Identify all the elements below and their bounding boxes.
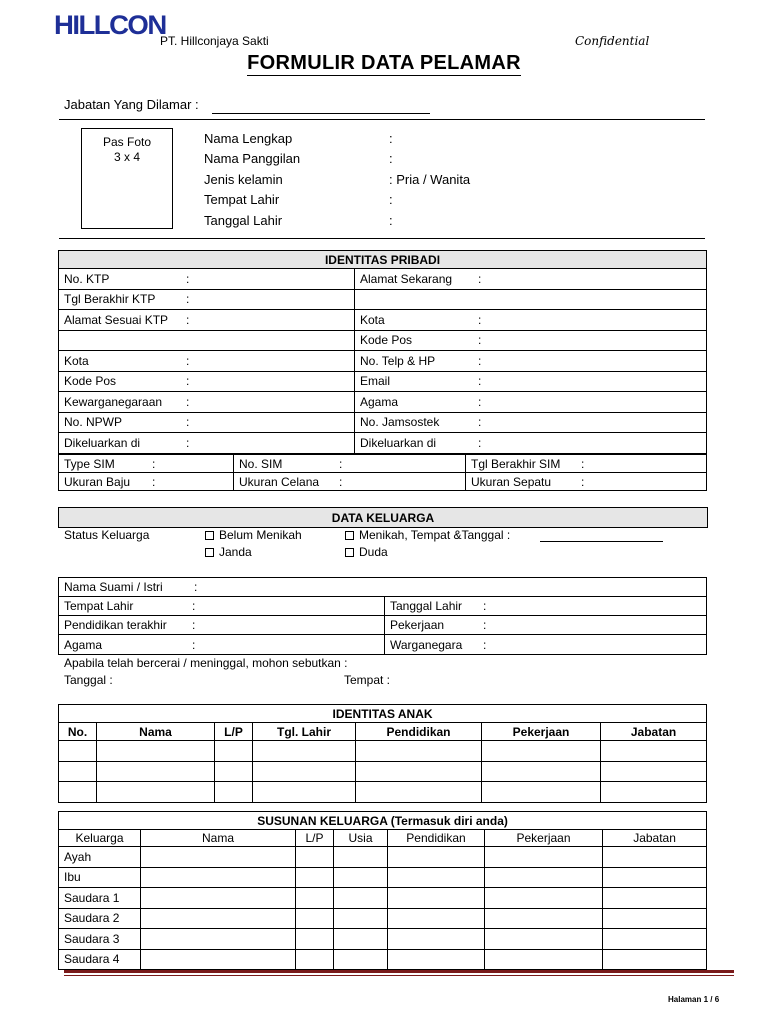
colon: : xyxy=(581,456,585,471)
colon: : xyxy=(186,292,190,307)
form-title xyxy=(0,52,768,75)
table-row xyxy=(59,289,707,310)
member-label: Saudara 2 xyxy=(59,908,141,929)
column-header: Usia xyxy=(334,830,388,847)
column-header: Pekerjaan xyxy=(485,830,603,847)
table-cell[interactable] xyxy=(334,888,388,909)
table-cell[interactable] xyxy=(485,929,603,950)
option-label: Janda xyxy=(219,545,252,559)
checkbox-icon[interactable] xyxy=(205,531,214,540)
cell-pendidikan-pasangan[interactable] xyxy=(59,616,385,635)
label: Kota xyxy=(64,353,89,368)
table-row xyxy=(59,473,707,491)
identitas-anak-table xyxy=(58,704,707,803)
label: Type SIM xyxy=(64,456,115,471)
colon: : xyxy=(581,474,585,489)
table-cell[interactable] xyxy=(215,782,253,803)
member-label: Saudara 4 xyxy=(59,949,141,970)
colon: : xyxy=(483,618,487,632)
data-keluarga-header xyxy=(58,507,708,528)
table-cell[interactable] xyxy=(334,847,388,868)
option-label: Duda xyxy=(359,545,388,559)
colon: : xyxy=(194,580,198,594)
column-header: Jabatan xyxy=(603,830,707,847)
cell-tanggal-lahir-pasangan[interactable] xyxy=(385,597,707,616)
table-row xyxy=(59,888,707,909)
checkbox-icon[interactable] xyxy=(345,531,354,540)
cell-ukuran-celana[interactable] xyxy=(234,473,466,491)
table-cell[interactable] xyxy=(485,888,603,909)
option-duda[interactable] xyxy=(345,545,388,559)
cerai-note: Apabila telah bercerai / meninggal, mohon sebutkan : xyxy=(64,656,348,670)
table-cell[interactable] xyxy=(296,888,334,909)
member-label: Ayah xyxy=(59,847,141,868)
label: Pekerjaan xyxy=(390,618,445,632)
cell-kota-ktp[interactable] xyxy=(59,351,355,372)
identitas-pribadi-table xyxy=(58,250,707,454)
option-janda[interactable] xyxy=(205,545,252,559)
cell-ukuran-sepatu[interactable] xyxy=(466,473,707,491)
colon: : xyxy=(186,353,190,368)
cell-type-sim[interactable] xyxy=(59,455,234,473)
member-label: Saudara 1 xyxy=(59,888,141,909)
keluarga-heading: DATA KELUARGA xyxy=(59,508,708,528)
table-header-row xyxy=(59,830,707,847)
colon: : xyxy=(478,415,482,430)
table-cell[interactable] xyxy=(482,782,601,803)
cell-alamat-sekarang[interactable] xyxy=(355,269,707,290)
table-cell[interactable] xyxy=(141,847,296,868)
cell-kewarganegaraan[interactable] xyxy=(59,392,355,413)
photo-size: 3 x 4 xyxy=(113,150,140,164)
table-header-row xyxy=(59,723,707,741)
table-row xyxy=(59,351,707,372)
table-cell[interactable] xyxy=(141,888,296,909)
table-cell[interactable] xyxy=(97,782,215,803)
label-tempat-lahir: Tempat Lahir xyxy=(204,192,280,207)
cell-agama-pasangan[interactable] xyxy=(59,635,385,655)
cerai-tempat[interactable]: Tempat : xyxy=(344,673,391,687)
colon: : xyxy=(152,474,156,489)
label: Ukuran Celana xyxy=(239,474,320,489)
table-cell[interactable] xyxy=(296,949,334,970)
table-cell[interactable] xyxy=(296,867,334,888)
table-cell[interactable] xyxy=(141,929,296,950)
table-cell[interactable] xyxy=(388,888,485,909)
option-belum-menikah[interactable] xyxy=(205,528,302,542)
table-cell[interactable] xyxy=(603,929,707,950)
colon: : xyxy=(152,456,156,471)
option-label: Belum Menikah xyxy=(219,528,302,542)
table-row xyxy=(59,635,707,655)
table-cell[interactable] xyxy=(334,908,388,929)
table-cell[interactable] xyxy=(485,847,603,868)
divider xyxy=(59,238,705,239)
table-row xyxy=(59,847,707,868)
table-row xyxy=(59,433,707,454)
colon: : xyxy=(339,456,343,471)
label: Kode Pos xyxy=(360,333,413,348)
table-cell[interactable] xyxy=(601,782,707,803)
label: No. NPWP xyxy=(64,415,123,430)
table-cell[interactable] xyxy=(97,741,215,762)
table-row xyxy=(59,741,707,762)
photo-box xyxy=(81,128,173,229)
anak-heading: IDENTITAS ANAK xyxy=(59,705,707,723)
cell-tempat-lahir-pasangan[interactable] xyxy=(59,597,385,616)
susunan-heading: SUSUNAN KELUARGA (Termasuk diri anda) xyxy=(59,812,707,830)
table-cell[interactable] xyxy=(253,761,356,782)
table-row xyxy=(59,616,707,635)
colon: : xyxy=(478,271,482,286)
colon: : xyxy=(192,637,196,652)
label: Agama xyxy=(360,394,399,409)
divider xyxy=(59,119,705,120)
column-header: No. xyxy=(59,723,97,741)
table-cell[interactable] xyxy=(59,782,97,803)
pasangan-table xyxy=(58,577,707,655)
table-cell[interactable] xyxy=(388,867,485,888)
label: Kode Pos xyxy=(64,374,117,389)
label-jenis-kelamin: Jenis kelamin xyxy=(204,172,283,187)
table-cell[interactable] xyxy=(296,929,334,950)
label: Alamat Sekarang xyxy=(360,271,453,286)
table-row xyxy=(59,908,707,929)
column-header: Keluarga xyxy=(59,830,141,847)
table-cell[interactable] xyxy=(59,761,97,782)
jabatan-input-line[interactable] xyxy=(212,113,430,114)
colon: : xyxy=(192,618,196,632)
column-header: Nama xyxy=(97,723,215,741)
table-row xyxy=(59,310,707,331)
label: No. Jamsostek xyxy=(360,415,440,430)
table-cell[interactable] xyxy=(59,741,97,762)
colon: : xyxy=(186,374,190,389)
cell-alamat-ktp[interactable] xyxy=(59,310,355,331)
option-label: Menikah, Tempat &Tanggal : xyxy=(359,528,511,542)
value-tempat-lahir[interactable]: : xyxy=(389,192,393,207)
label: Pendidikan terakhir xyxy=(64,618,167,632)
table-row xyxy=(59,371,707,392)
cell-npwp[interactable] xyxy=(59,412,355,433)
colon: : xyxy=(483,637,487,652)
table-cell[interactable] xyxy=(603,847,707,868)
table-cell[interactable] xyxy=(601,741,707,762)
table-cell[interactable] xyxy=(485,867,603,888)
table-row xyxy=(59,412,707,433)
table-cell[interactable] xyxy=(485,949,603,970)
label: Alamat Sesuai KTP xyxy=(64,312,169,327)
confidential-mark: Confidential xyxy=(575,34,650,48)
label-nama-lengkap: Nama Lengkap xyxy=(204,131,293,146)
cell-npwp-dikeluarkan[interactable] xyxy=(59,433,355,454)
table-cell[interactable] xyxy=(356,741,482,762)
table-cell[interactable] xyxy=(296,847,334,868)
cell-email[interactable] xyxy=(355,371,707,392)
cell-ukuran-baju[interactable] xyxy=(59,473,234,491)
table-row xyxy=(59,455,707,473)
cell-alamat-sekarang-cont[interactable] xyxy=(355,289,707,310)
table-cell[interactable] xyxy=(253,741,356,762)
checkbox-icon[interactable] xyxy=(345,548,354,557)
column-header: L/P xyxy=(215,723,253,741)
colon: : xyxy=(339,474,343,489)
label: Dikeluarkan di xyxy=(64,435,141,450)
table-row xyxy=(59,269,707,290)
table-cell[interactable] xyxy=(482,741,601,762)
column-header: Pekerjaan xyxy=(482,723,601,741)
identitas-heading: IDENTITAS PRIBADI xyxy=(59,251,707,269)
colon: : xyxy=(478,312,482,327)
table-cell[interactable] xyxy=(97,761,215,782)
table-cell[interactable] xyxy=(601,761,707,782)
label: Kota xyxy=(360,312,385,327)
label: Ukuran Sepatu xyxy=(471,474,552,489)
table-cell[interactable] xyxy=(141,949,296,970)
table-cell[interactable] xyxy=(334,929,388,950)
form-title-text: FORMULIR DATA PELAMAR xyxy=(247,52,521,74)
label: No. SIM xyxy=(239,456,283,471)
colon: : xyxy=(186,415,190,430)
table-cell[interactable] xyxy=(388,949,485,970)
company-name: PT. Hillconjaya Sakti xyxy=(160,34,269,48)
footer-rule-thin xyxy=(64,975,734,976)
cell-kodepos-ktp[interactable] xyxy=(59,371,355,392)
column-header: Tgl. Lahir xyxy=(253,723,356,741)
cell-agama[interactable] xyxy=(355,392,707,413)
member-label: Ibu xyxy=(59,867,141,888)
member-label: Saudara 3 xyxy=(59,929,141,950)
cell-jamsostek-dikeluarkan[interactable] xyxy=(355,433,707,454)
label-nama-panggilan: Nama Panggilan xyxy=(204,151,301,166)
company-logo: HILLCON xyxy=(54,10,166,40)
identitas-sim-ukuran-table xyxy=(58,454,707,491)
label: No. Telp & HP xyxy=(360,353,436,368)
table-row xyxy=(59,949,707,970)
label: Agama xyxy=(64,637,103,652)
photo-label: Pas Foto xyxy=(102,135,152,149)
cell-nama-pasangan[interactable] xyxy=(59,578,707,597)
table-row xyxy=(59,867,707,888)
table-cell[interactable] xyxy=(356,782,482,803)
cell-telp[interactable] xyxy=(355,351,707,372)
table-row xyxy=(59,330,707,351)
column-header: Jabatan xyxy=(601,723,707,741)
table-row xyxy=(59,597,707,616)
table-row xyxy=(59,782,707,803)
label: Tgl Berakhir KTP xyxy=(64,292,156,307)
cell-no-ktp[interactable] xyxy=(59,269,355,290)
table-cell[interactable] xyxy=(603,867,707,888)
table-cell[interactable] xyxy=(388,929,485,950)
colon: : xyxy=(186,271,190,286)
label: Warganegara xyxy=(390,637,463,652)
table-cell[interactable] xyxy=(603,908,707,929)
colon: : xyxy=(186,312,190,327)
label: Email xyxy=(360,374,391,389)
table-cell[interactable] xyxy=(334,867,388,888)
cell-alamat-ktp-cont[interactable] xyxy=(59,330,355,351)
table-cell[interactable] xyxy=(253,782,356,803)
status-keluarga-label: Status Keluarga xyxy=(64,528,150,542)
column-header: L/P xyxy=(296,830,334,847)
cell-kodepos-sekarang[interactable] xyxy=(355,330,707,351)
colon: : xyxy=(478,353,482,368)
table-cell[interactable] xyxy=(603,949,707,970)
value-nama-lengkap[interactable]: : xyxy=(389,131,393,146)
cell-tgl-berakhir-sim[interactable] xyxy=(466,455,707,473)
checkbox-icon[interactable] xyxy=(205,548,214,557)
table-cell[interactable] xyxy=(356,761,482,782)
footer-rule-thick xyxy=(64,970,734,973)
label: Dikeluarkan di xyxy=(360,435,437,450)
colon: : xyxy=(483,599,487,613)
table-row xyxy=(59,761,707,782)
table-cell[interactable] xyxy=(296,908,334,929)
label: Tanggal Lahir xyxy=(390,599,463,613)
colon: : xyxy=(478,374,482,389)
page-number: Halaman 1 / 6 xyxy=(668,995,720,1004)
label-tanggal-lahir: Tanggal Lahir xyxy=(204,213,283,228)
cell-warganegara-pasangan[interactable] xyxy=(385,635,707,655)
colon: : xyxy=(192,599,196,613)
label: Kewarganegaraan xyxy=(64,394,163,409)
label: Ukuran Baju xyxy=(64,474,131,489)
table-cell[interactable] xyxy=(482,761,601,782)
column-header: Nama xyxy=(141,830,296,847)
table-cell[interactable] xyxy=(141,867,296,888)
table-cell[interactable] xyxy=(215,741,253,762)
table-row xyxy=(59,929,707,950)
colon: : xyxy=(478,333,482,348)
label: Tempat Lahir xyxy=(64,599,134,613)
table-cell[interactable] xyxy=(485,908,603,929)
colon: : xyxy=(186,435,190,450)
cell-tgl-berakhir-ktp[interactable] xyxy=(59,289,355,310)
table-cell[interactable] xyxy=(141,908,296,929)
cell-pekerjaan-pasangan[interactable] xyxy=(385,616,707,635)
option-menikah[interactable] xyxy=(345,528,510,542)
colon: : xyxy=(186,394,190,409)
label: Tgl Berakhir SIM xyxy=(471,456,561,471)
jabatan-label: Jabatan Yang Dilamar : xyxy=(64,97,199,112)
column-header: Pendidikan xyxy=(356,723,482,741)
column-header: Pendidikan xyxy=(388,830,485,847)
value-nama-panggilan[interactable]: : xyxy=(389,151,393,166)
table-cell[interactable] xyxy=(388,847,485,868)
value-tanggal-lahir[interactable]: : xyxy=(389,213,393,228)
table-row xyxy=(59,392,707,413)
colon: : xyxy=(478,394,482,409)
cell-no-sim[interactable] xyxy=(234,455,466,473)
table-cell[interactable] xyxy=(388,908,485,929)
cell-jamsostek[interactable] xyxy=(355,412,707,433)
cerai-tanggal[interactable]: Tanggal : xyxy=(64,673,113,687)
table-cell[interactable] xyxy=(603,888,707,909)
table-cell[interactable] xyxy=(215,761,253,782)
cell-kota-sekarang[interactable] xyxy=(355,310,707,331)
value-jenis-kelamin[interactable]: : Pria / Wanita xyxy=(389,172,471,187)
susunan-keluarga-table xyxy=(58,811,707,970)
colon: : xyxy=(478,435,482,450)
table-row xyxy=(59,578,707,597)
table-cell[interactable] xyxy=(334,949,388,970)
menikah-input-line[interactable] xyxy=(540,541,663,542)
label: Nama Suami / Istri xyxy=(64,580,163,594)
label: No. KTP xyxy=(64,271,110,286)
